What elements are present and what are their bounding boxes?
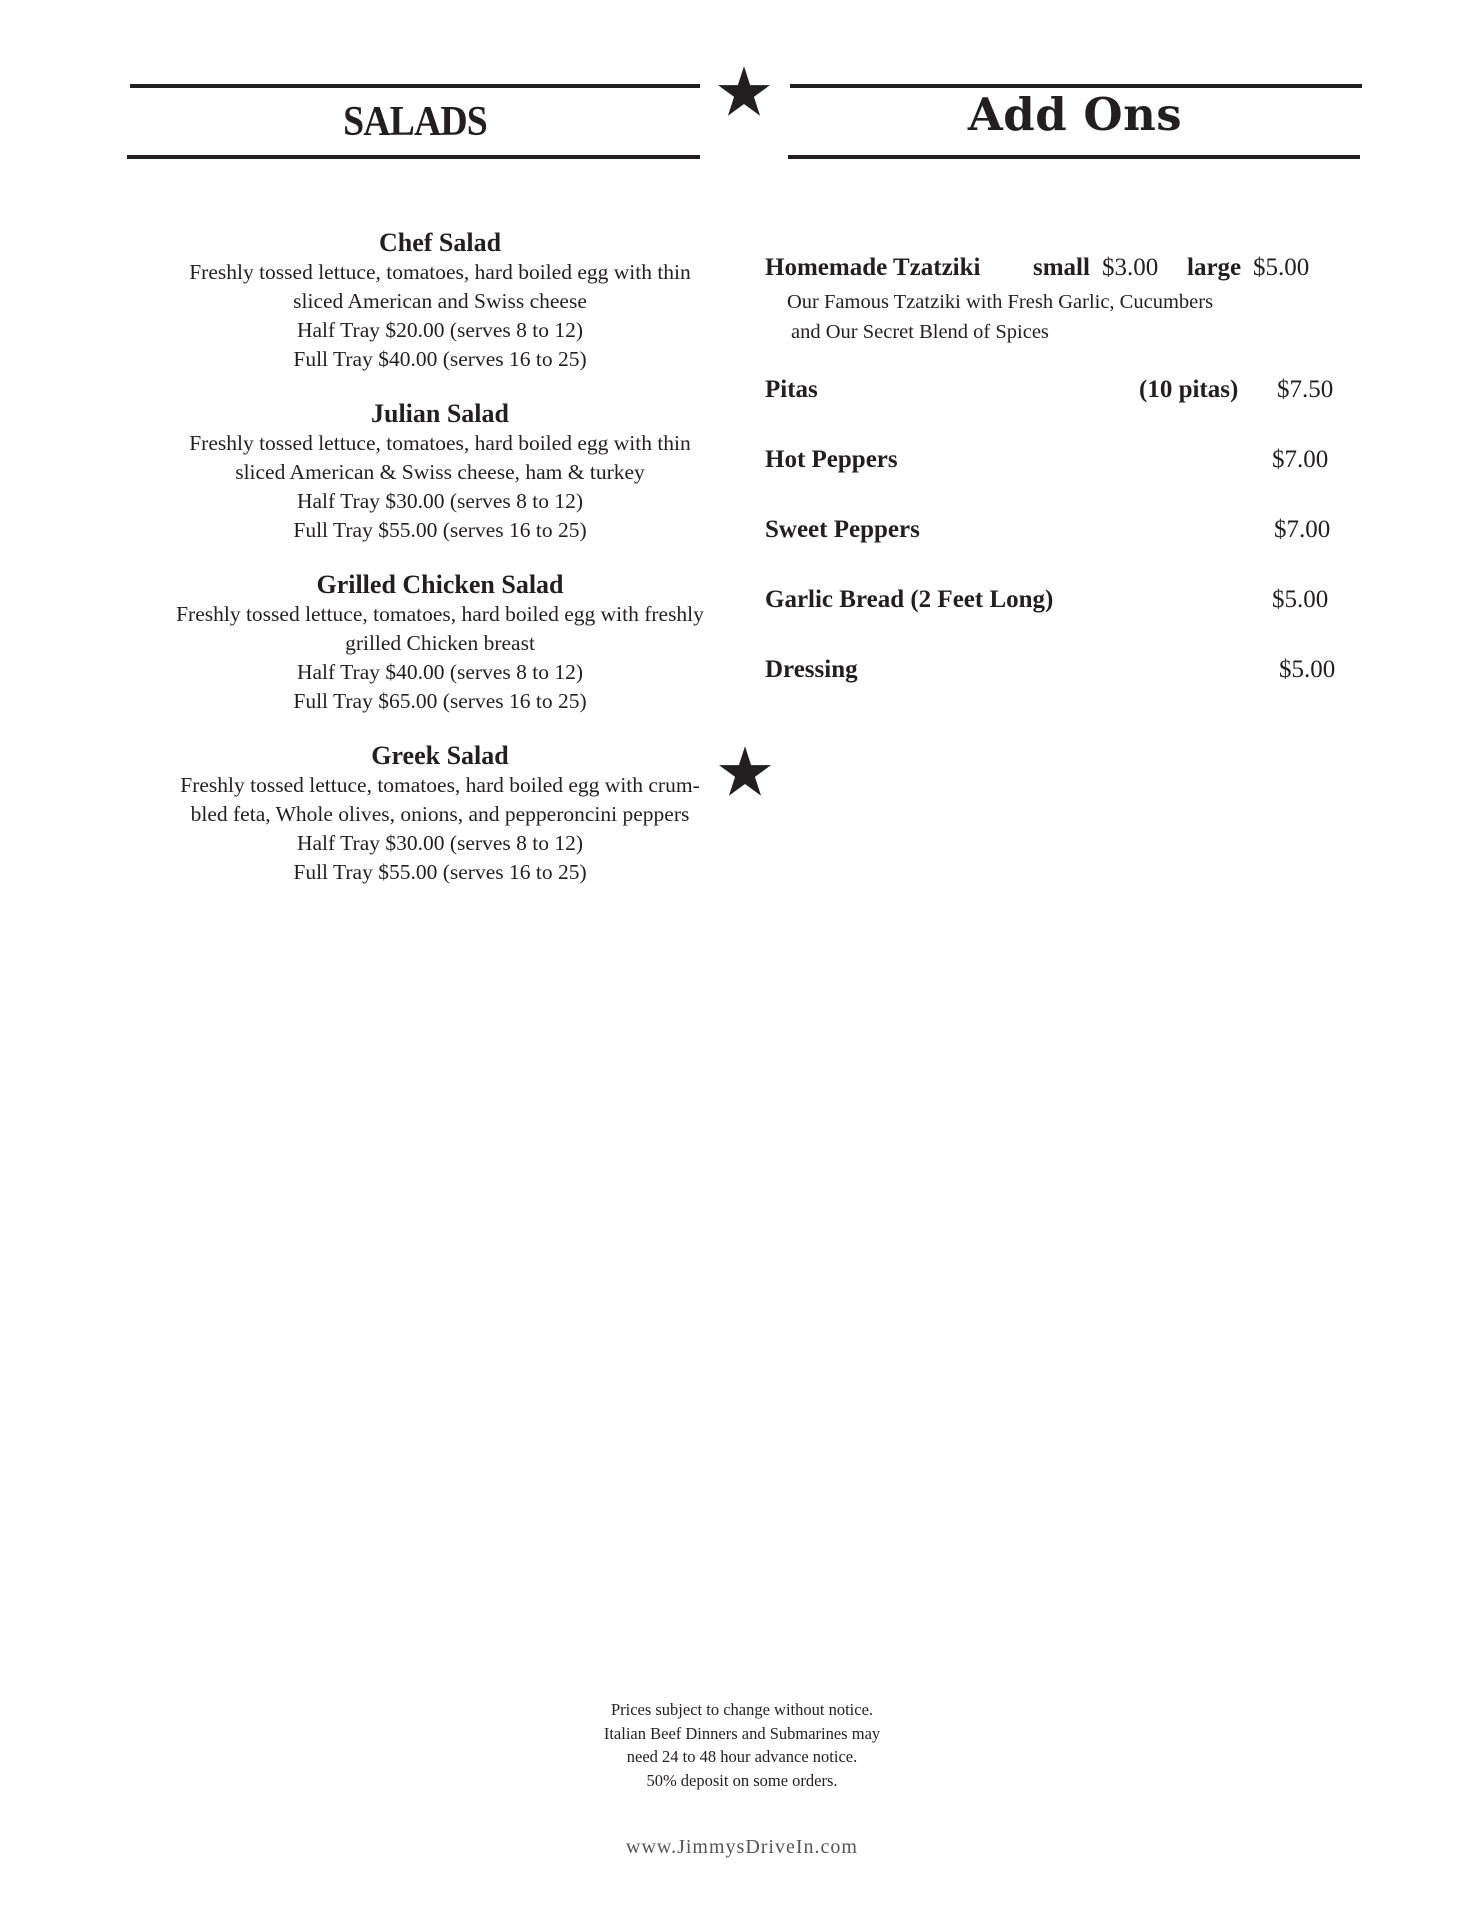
full-tray-price: Full Tray $65.00 (serves 16 to 25) (293, 689, 587, 713)
addon-name: Sweet Peppers (765, 516, 920, 543)
salad-name: Grilled Chicken Salad (316, 570, 564, 599)
salad-description: Freshly tossed lettuce, tomatoes, hard boiled egg with thin (189, 431, 691, 455)
full-tray-price: Full Tray $55.00 (serves 16 to 25) (293, 518, 587, 542)
tzatziki-large-price: $5.00 (1253, 254, 1310, 281)
tzatziki-large-label: large (1187, 254, 1242, 281)
addons-section-title: Add Ons (967, 88, 1183, 141)
addon-item (765, 446, 1365, 480)
addon-item (765, 656, 1365, 690)
half-tray-price: Half Tray $20.00 (serves 8 to 12) (296, 318, 584, 342)
addon-name: Hot Peppers (765, 446, 898, 473)
salad-description: grilled Chicken breast (345, 631, 535, 655)
salad-description: Freshly tossed lettuce, tomatoes, hard boiled egg with freshly (176, 602, 704, 626)
addon-quantity: (10 pitas) (1139, 376, 1239, 403)
addon-name: Garlic Bread (2 Feet Long) (765, 586, 1054, 613)
salads-list (160, 228, 720, 912)
half-tray-price: Half Tray $30.00 (serves 8 to 12) (296, 831, 584, 855)
star-icon (719, 746, 771, 796)
addon-price: $7.00 (1272, 446, 1329, 473)
addon-name: Homemade Tzatziki (765, 254, 981, 281)
footer-note: Italian Beef Dinners and Submarines may (603, 1723, 881, 1743)
salad-name: Chef Salad (378, 228, 502, 257)
half-tray-price: Half Tray $30.00 (serves 8 to 12) (296, 489, 584, 513)
salad-item (160, 228, 720, 374)
addon-price: $7.50 (1277, 376, 1334, 403)
footer-note: Prices subject to change without notice. (610, 1700, 874, 1719)
website-url: www.JimmysDriveIn.com (626, 1836, 858, 1858)
footer-notes (442, 1698, 1042, 1792)
addon-item-tzatziki (765, 254, 1365, 288)
addon-name: Dressing (765, 656, 858, 683)
addon-item (765, 586, 1365, 620)
salad-description: sliced American & Swiss cheese, ham & turkey (235, 460, 645, 484)
salads-top-rule (130, 84, 700, 88)
addon-price: $5.00 (1272, 586, 1329, 613)
half-tray-price: Half Tray $40.00 (serves 8 to 12) (296, 660, 584, 684)
salad-name: Greek Salad (371, 741, 509, 770)
salad-item (160, 570, 720, 716)
star-icon (718, 66, 770, 116)
salad-description: Freshly tossed lettuce, tomatoes, hard boiled egg with crum- (180, 773, 700, 797)
salad-item (160, 741, 720, 887)
salad-description: sliced American and Swiss cheese (293, 289, 587, 313)
tzatziki-description: Our Famous Tzatziki with Fresh Garlic, Cucumbers (787, 291, 1214, 313)
addon-item (765, 516, 1365, 550)
tzatziki-description: and Our Secret Blend of Spices (791, 321, 1049, 343)
footer-note: 50% deposit on some orders. (646, 1770, 838, 1790)
tzatziki-small-price: $3.00 (1102, 254, 1159, 281)
salad-item (160, 399, 720, 545)
addon-price: $5.00 (1279, 656, 1336, 683)
salads-bottom-rule (127, 155, 700, 159)
addon-price: $7.00 (1274, 516, 1331, 543)
addons-bottom-rule (788, 155, 1360, 159)
salad-name: Julian Salad (370, 399, 509, 428)
addon-name: Pitas (765, 376, 818, 403)
footer-note: need 24 to 48 hour advance notice. (626, 1747, 858, 1766)
tzatziki-small-label: small (1033, 254, 1090, 281)
addon-item (765, 376, 1365, 410)
full-tray-price: Full Tray $40.00 (serves 16 to 25) (293, 347, 587, 371)
full-tray-price: Full Tray $55.00 (serves 16 to 25) (293, 860, 587, 884)
salad-description: Freshly tossed lettuce, tomatoes, hard boiled egg with thin (189, 260, 691, 284)
salads-section-title: SALADS (343, 99, 487, 145)
salad-description: bled feta, Whole olives, onions, and pepperoncini peppers (190, 802, 690, 826)
